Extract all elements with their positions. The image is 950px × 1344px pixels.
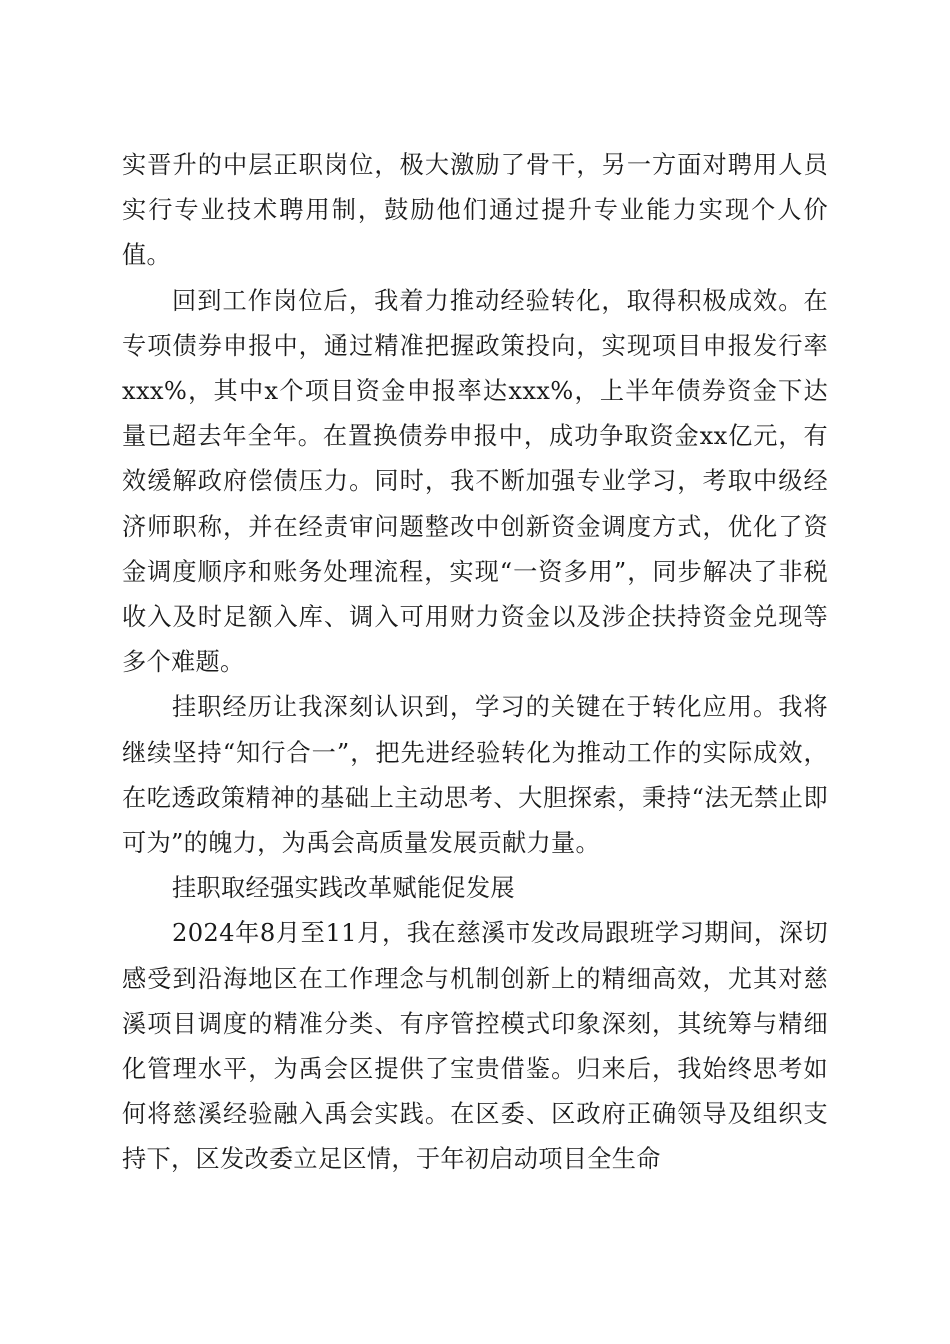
paragraph-experience-results: 回到工作岗位后，我着力推动经验转化，取得积极成效。在专项债券申报中，通过精准把握政策投向，实现项目申报发行率xxx%，其中x个项目资金申报率达xxx%，上半年债券资金下达量已超去年全年。在置换债券申报中，成功争取资金xx亿元，有效缓解政府偿债压力。同时，我不断加强专业学习，考取中级经济师职称，并在经责审问题整改中创新资金调度方式，优化了资金调度顺序和账务处理流程，实现“一资多用”，同步解决了非税收入及时足额入库、调入可用财力资金以及涉企扶持资金兑现等多个难题。 [122,286,828,677]
paragraph-cixi-study: 2024年8月至11月，我在慈溪市发改局跟班学习期间，深切感受到沿海地区在工作理念与机制创新上的精细高效，尤其对慈溪项目调度的精准分类、有序管控模式印象深刻，其统筹与精细化管理水平，为禹会区提供了宝贵借鉴。归来后，我始终思考如何将慈溪经验融入禹会实践。在区委、区政府正确领导及组织支持下，区发改委立足区情，于年初启动项目全生命 [122,919,828,1174]
document-body [122,143,828,1183]
section-heading: 挂职取经强实践改革赋能促发展 [172,874,515,903]
paragraph-continuation: 实晋升的中层正职岗位，极大激励了骨干，另一方面对聘用人员实行专业技术聘用制，鼓励他们通过提升专业能力实现个人价值。 [122,151,828,270]
paragraph-reflection: 挂职经历让我深刻认识到，学习的关键在于转化应用。我将继续坚持“知行合一”，把先进经验转化为推动工作的实际成效，在吃透政策精神的基础上主动思考、大胆探索，秉持“法无禁止即可为”的魄力，为禹会高质量发展贡献力量。 [122,693,828,858]
